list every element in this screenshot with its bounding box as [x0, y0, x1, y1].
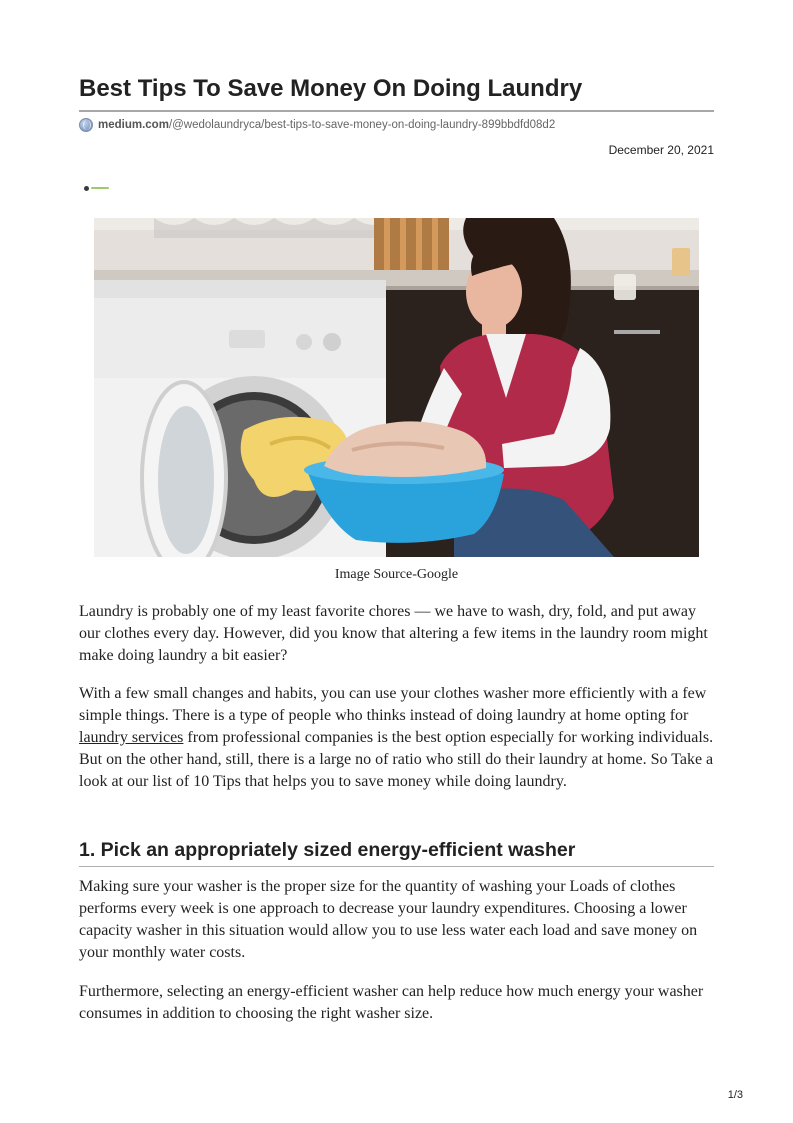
globe-icon [79, 118, 93, 132]
hero-image [94, 218, 699, 557]
section-divider [79, 866, 714, 867]
section-heading-1: 1. Pick an appropriately sized energy-efficient washer [79, 839, 576, 861]
image-caption: Image Source-Google [334, 567, 459, 582]
paragraph-energy-efficient: Furthermore, selecting an energy-efficient washer can help reduce how much energy your washer consumes in addition to choosing the right washer size. [79, 983, 704, 1022]
paragraph-washer-size: Making sure your washer is the proper size for the quantity of washing your Loads of clothes performs every week is one approach to decrease your laundry expenditures. Choosing a lower capacity washer in this situation would allow you to use less water each load and save money on your monthly water costs. [79, 878, 698, 961]
paragraph-intro: Laundry is probably one of my least favorite chores — we have to wash, dry, fold, and put away our clothes every day. However, did you know that altering a few items in the laundry room might make doing laundry a bit easier? [79, 603, 708, 664]
article-title: Best Tips To Save Money On Doing Laundry [79, 75, 583, 102]
page-number: 1/3 [727, 1089, 743, 1101]
paragraph-habits [79, 683, 715, 793]
paragraph-habits-before: With a few small changes and habits, you can use your clothes washer more efficiently with a few simple things. There is a type of people who thinks instead of doing laundry at home opting for [79, 685, 707, 724]
source-url[interactable] [79, 117, 555, 133]
source-path[interactable]: /@wedolaundryca/best-tips-to-save-money-on-doing-laundry-899bbdfd08d2 [168, 119, 556, 131]
publish-date: December 20, 2021 [608, 143, 714, 157]
source-domain[interactable]: medium.com [98, 119, 169, 131]
paragraph-habits-after: from professional companies is the best option especially for working individuals. But on the other hand, still, there is a large no of ratio who still do their laundry at home. So Take a look at our list of 10 Tips that helps you to save money while doing laundry. [79, 729, 714, 790]
tiny-logo-icon [84, 184, 112, 192]
laundry-services-link[interactable]: laundry services [79, 729, 184, 746]
title-divider [79, 110, 714, 112]
